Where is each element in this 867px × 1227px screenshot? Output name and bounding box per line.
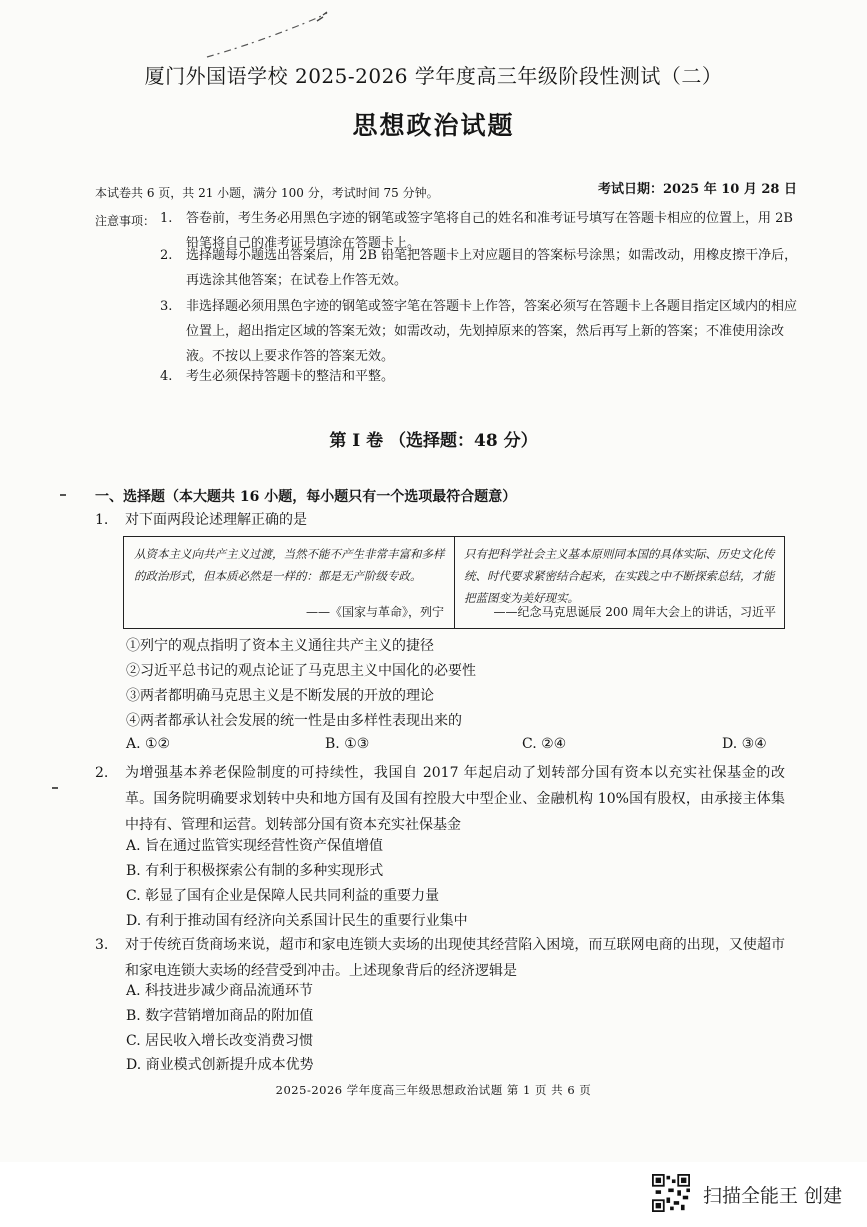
option-c[interactable]: C. ②④ [522, 736, 567, 752]
note-text: 答卷前，考生务必用黑色字迹的钢笔或签字笔将自己的姓名和准考证号填写在答题卡相应的位置上，用 2B 铅笔将自己的准考证号填涂在答题卡上。 [186, 211, 793, 251]
quote-source-right: ——纪念马克思诞辰 200 周年大会上的讲话，习近平 [493, 605, 776, 619]
quote-box [123, 536, 785, 629]
exam-info: 本试卷共 6 页，共 21 小题，满分 100 分，考试时间 75 分钟。 [95, 186, 439, 200]
scan-mark [52, 787, 58, 789]
question-2-stem [95, 760, 795, 838]
school-title: 厦门外国语学校 2025-2026 学年度高三年级阶段性测试（二） [144, 64, 723, 88]
part-title: 一、选择题（本大题共 16 小题，每小题只有一个选项最符合题意） [95, 489, 517, 505]
note-text: 选择题每小题选出答案后，用 2B 铅笔把答题卡上对应题目的答案标号涂黑；如需改动，用橡皮擦干净后，再选涂其他答案；在试卷上作答无效。 [186, 248, 798, 288]
option-a[interactable]: A. 科技进步减少商品流通环节 [126, 983, 314, 999]
option-c[interactable]: C. 居民收入增长改变消费习惯 [126, 1033, 314, 1049]
question-number: 3. [95, 937, 109, 953]
question-3-stem [95, 932, 795, 984]
section-heading: 第 I 卷 （选择题：48 分） [329, 431, 538, 451]
quote-left: 从资本主义向共产主义过渡，当然不能不产生非常丰富和多样的政治形式，但本质必然是一样的：都是无产阶级专政。 [134, 547, 445, 583]
exam-date: 考试日期：2025 年 10 月 28 日 [598, 182, 797, 197]
note-number: 2. [160, 248, 173, 263]
qr-code-icon [652, 1174, 690, 1212]
notes-label: 注意事项： [95, 214, 156, 228]
question-text: 对于传统百货商场来说，超市和家电连锁大卖场的出现使其经营陷入困境，而互联网电商的出现，又使超市和家电连锁大卖场的经营受到冲击。上述现象背后的经济逻辑是 [125, 937, 785, 979]
pen-scratch-mark [205, 5, 335, 65]
question-text: 对下面两段论述理解正确的是 [125, 512, 307, 528]
note-item [160, 364, 800, 390]
option-b[interactable]: B. 有利于积极探索公有制的多种实现形式 [126, 863, 384, 879]
option-c[interactable]: C. 彰显了国有企业是保障人民共同利益的重要力量 [126, 888, 440, 904]
scan-mark [60, 494, 66, 496]
statement-1: ①列宁的观点指明了资本主义通往共产主义的捷径 [126, 638, 434, 654]
option-a[interactable]: A. 旨在通过监管实现经营性资产保值增值 [126, 838, 384, 854]
note-number: 4. [160, 369, 173, 384]
option-b[interactable]: B. 数字营销增加商品的附加值 [126, 1008, 314, 1024]
page-footer: 2025-2026 学年度高三年级思想政治试题 第 1 页 共 6 页 [275, 1083, 592, 1097]
note-text: 考生必须保持答题卡的整洁和平整。 [186, 369, 395, 384]
option-d[interactable]: D. ③④ [722, 736, 767, 752]
note-item [160, 239, 800, 289]
statement-4: ④两者都承认社会发展的统一性是由多样性表现出来的 [126, 713, 462, 729]
question-number: 2. [95, 765, 109, 781]
subject-title: 思想政治试题 [352, 111, 515, 140]
note-number: 1. [160, 211, 173, 226]
quote-source-left: ——《国家与革命》，列宁 [305, 605, 444, 619]
note-item [160, 290, 800, 365]
option-a[interactable]: A. ①② [126, 736, 171, 752]
option-d[interactable]: D. 有利于推动国有经济向关系国计民生的重要行业集中 [126, 913, 468, 929]
note-text: 非选择题必须用黑色字迹的钢笔或签字笔在答题卡上作答，答案必须写在答题卡上各题目指定区域内的相应位置上，超出指定区域的答案无效；如需改动，先划掉原来的答案，然后再写上新的答案；不准使用涂改液。不按以上要求作答的答案无效。 [186, 299, 798, 364]
question-number: 1. [95, 512, 109, 528]
quote-right: 只有把科学社会主义基本原则同本国的具体实际、历史文化传统、时代要求紧密结合起来，在实践之中不断探索总结，才能把蓝图变为美好现实。 [464, 547, 775, 605]
quote-divider [454, 537, 455, 628]
option-b[interactable]: B. ①③ [325, 736, 370, 752]
option-d[interactable]: D. 商业模式创新提升成本优势 [126, 1057, 314, 1073]
question-1-stem [95, 507, 795, 533]
statement-3: ③两者都明确马克思主义是不断发展的开放的理论 [126, 688, 434, 704]
statement-2: ②习近平总书记的观点论证了马克思主义中国化的必要性 [126, 663, 476, 679]
scanner-watermark: 扫描全能王 创建 [702, 1185, 842, 1207]
note-number: 3. [160, 299, 173, 314]
question-text: 为增强基本养老保险制度的可持续性，我国自 2017 年起启动了划转部分国有资本以充实社保基金的改革。国务院明确要求划转中央和地方国有及国有控股大中型企业、金融机构 10%国有股权，由承接主体集中持有、管理和运营。划转部分国有资本充实社保基金 [125, 765, 785, 833]
